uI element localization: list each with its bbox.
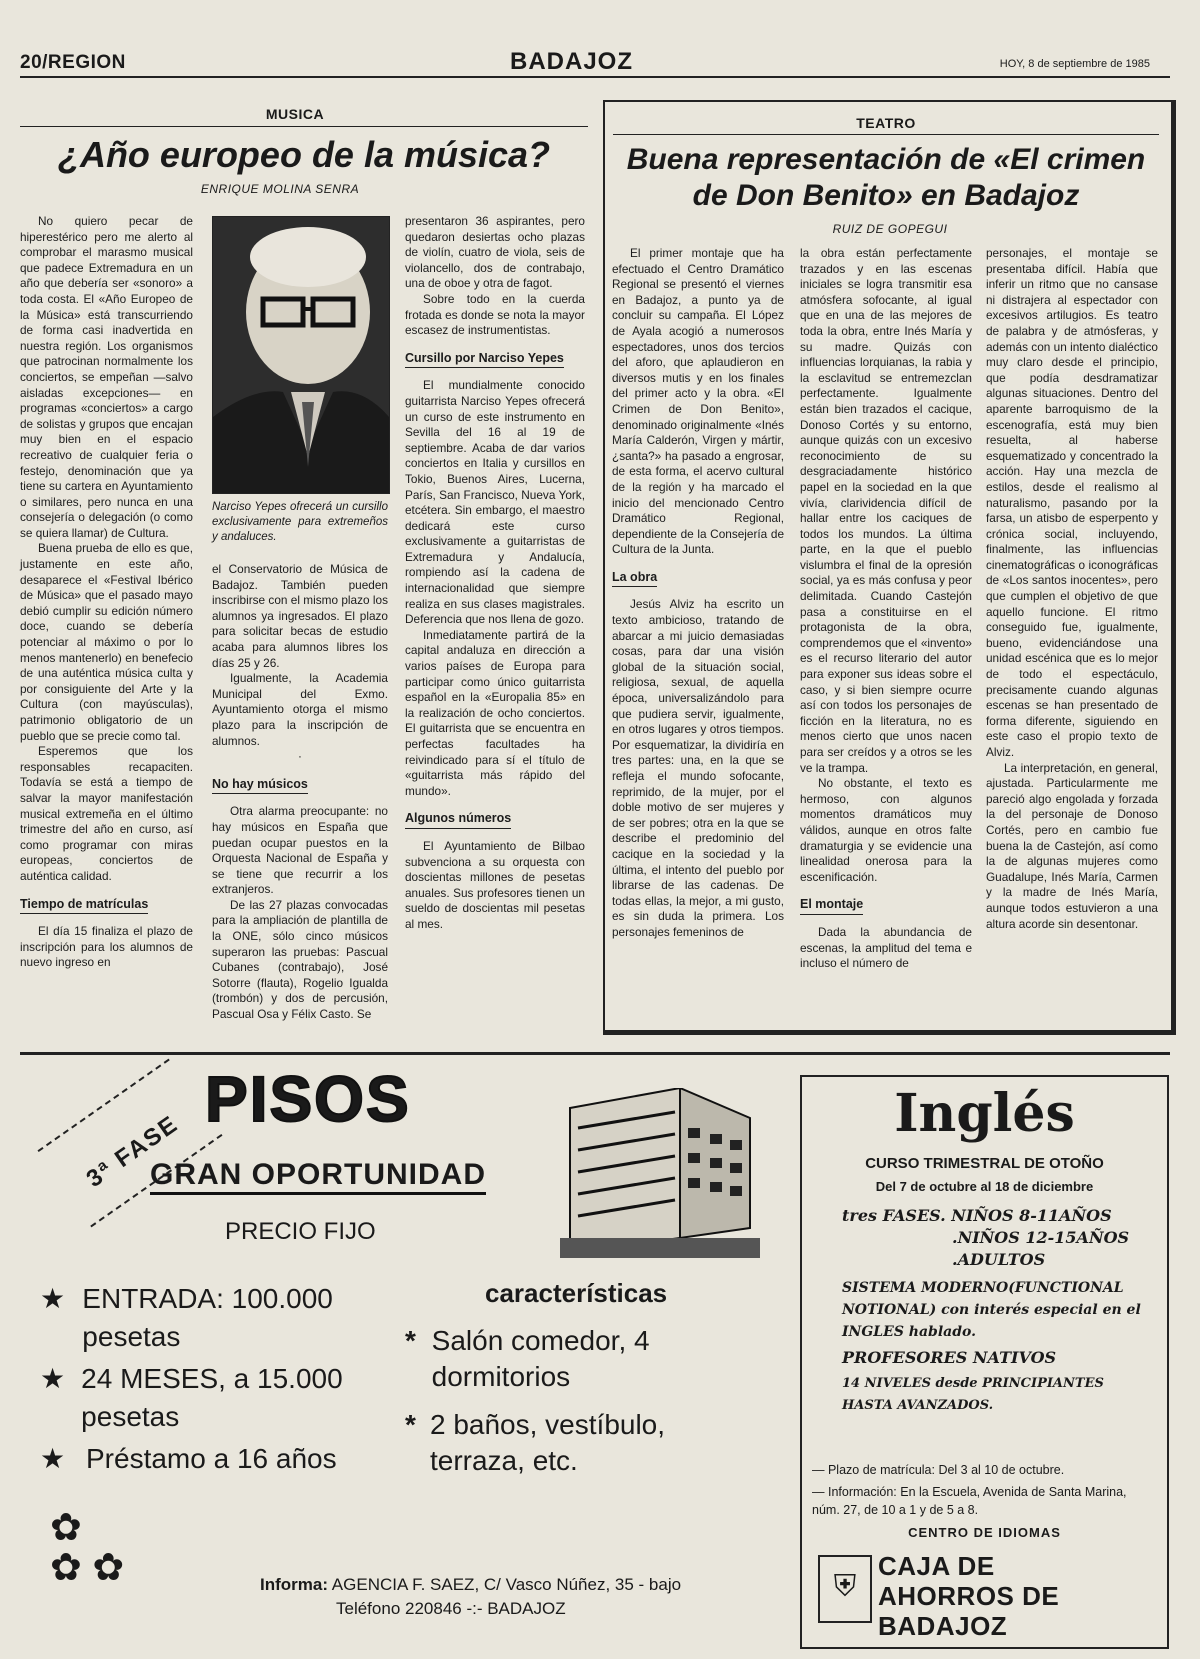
point-text: 24 MESES, a 15.000 pesetas bbox=[81, 1363, 343, 1432]
hand-line: SISTEMA MODERNO(FUNCTIONAL NOTIONAL) con interés especial en el INGLES hablado. bbox=[842, 1280, 1141, 1340]
paragraph: Dada la abundancia de escenas, la amplitud del tema e incluso el número de bbox=[800, 924, 972, 971]
centro-label: CENTRO DE IDIOMAS bbox=[908, 1525, 1061, 1540]
page-city: BADAJOZ bbox=[510, 48, 634, 75]
paragraph: el Conservatorio de Música de Badajoz. También pueden inscribirse con el mismo plazo los alumnos ya ingresados. El plazo para solicitar becas de estudio acaba para alumnos libres los días 25 y 26. bbox=[212, 562, 388, 670]
info-text: — Información: En la Escuela, Avenida de Santa Marina, núm. 27, de 10 a 1 y de 5 a 8. bbox=[812, 1485, 1127, 1517]
subhead-montaje: El montaje bbox=[800, 897, 863, 915]
paragraph: presentaron 36 aspirantes, pero quedaron desiertas ocho plazas de violín, cuatro de viola, seis de violancello, dos de contrabajo, una de oboe y otra de fagot. bbox=[405, 214, 585, 291]
music-col2 bbox=[212, 562, 388, 1023]
paragraph: De las 27 plazas convocadas para la ampliación de plantilla de la ONE, sólo cinco músicos superaron las pruebas: Pascual Cubanes (contrabajo), José Sotorre (flauta), Rogelio Igualda (trombón) y dos de percusión, Pascual Osa y Félix Casto. Se bbox=[212, 897, 388, 1022]
asterisk-icon: * bbox=[405, 1325, 416, 1356]
paragraph: La interpretación, en general, ajustada. Particularmente me pareció algo engolada y forzada la del personaje de Donoso Cortés, pero en cambio fue buena la de Castejón, así como la de algunas mujeres como Guadalupe, Inés María, Carmen y la madre de Inés María, aunque todos estuvieron a una altura acorde sin desentonar. bbox=[986, 760, 1158, 931]
music-section-label: MUSICA bbox=[265, 106, 325, 122]
feature-text: Salón comedor, 4 dormitorios bbox=[431, 1325, 650, 1392]
ad-pisos bbox=[20, 1063, 785, 1648]
asterisk-icon: * bbox=[405, 1409, 416, 1440]
point-2 bbox=[40, 1360, 410, 1436]
building-icon bbox=[560, 1088, 760, 1258]
pisos-points bbox=[40, 1280, 410, 1478]
hand-line: .NIÑOS 12-15AÑOS bbox=[952, 1228, 1130, 1247]
hand-line: tres FASES. NIÑOS 8-11AÑOS bbox=[842, 1206, 1112, 1225]
paragraph: la obra están perfectamente trazados y en las escenas iniciales se logra transmitir esa atmósfera sofocante, al igual que en una de las mejores de toda la obra, entre Inés María y su madre. Quizás con influencias lorquianas, la rabia y la esclavitud se entremezclan perfectamente. Igualmente están bien trazados el cacique, Donoso Cortés y su entorno, aunque quizás con un excesivo reconocimiento de su desgraciadamente histórico papel en la sociedad en la que vivía, clarividencia difícil de hallar entre los caciques de todos los mundos. La última parte, en la que el pueblo vislumbra el final de la opresión social, ya es más confusa y peor delimitada. Cuando Castejón pasa a constituirse en el protagonista de la obra, comprendemos que el «invento» es el recurso literario del autor para exponer sus ideas sobre el caso, y si bien siempre ocurre así con todos los personajes de ficción en la literatura, no es menos cierto que unos nacen para ser creídos y a otros se les ve la trampa. bbox=[800, 246, 972, 775]
pisos-title: PISOS bbox=[205, 1063, 411, 1135]
plazo-text: — Plazo de matrícula: Del 3 al 10 de octubre. bbox=[812, 1463, 1065, 1477]
feature-1 bbox=[405, 1323, 735, 1395]
pisos-subtitle: GRAN OPORTUNIDAD bbox=[150, 1158, 486, 1195]
features-title: características bbox=[485, 1278, 668, 1308]
paragraph: El día 15 finaliza el plazo de inscripción para los alumnos de nuevo ingreso en bbox=[20, 924, 193, 970]
portrait-photo bbox=[212, 216, 390, 494]
theatre-col3 bbox=[986, 246, 1158, 932]
subhead-musicos: No hay músicos bbox=[212, 777, 308, 795]
stamp-fase: 3ª FASE bbox=[81, 1110, 184, 1193]
paragraph: No obstante, el texto es hermoso, con algunos momentos dramáticos muy válidos, aunque en otros falte dramaturgia y se evidencie una linealidad onerosa para la escenificación. bbox=[800, 776, 972, 884]
building-illustration bbox=[560, 1088, 760, 1258]
star-icon: ★ bbox=[40, 1443, 66, 1474]
ingles-dates: Del 7 de octubre al 18 de diciembre bbox=[875, 1179, 1094, 1194]
subhead-numeros: Algunos números bbox=[405, 811, 511, 829]
page-date: HOY, 8 de septiembre de 1985 bbox=[999, 58, 1150, 70]
music-rule bbox=[20, 126, 588, 127]
feature-text: 2 baños, vestíbulo, terraza, etc. bbox=[429, 1409, 666, 1476]
features-list bbox=[405, 1323, 735, 1479]
star-icon: ★ bbox=[40, 1363, 66, 1394]
theatre-col2 bbox=[800, 246, 972, 972]
music-headline: ¿Año europeo de la música? bbox=[57, 134, 551, 175]
point-text: Préstamo a 16 años bbox=[86, 1443, 337, 1474]
paragraph: Otra alarma preocupante: no hay músicos en España que puedan ocupar puestos en la Orquesta Nacional de España y se tiene que recurrir a los extranjeros. bbox=[212, 804, 388, 897]
paragraph: No quiero pecar de hiperestérico pero me alerto al comprobar el marasmo musical que padece Extremadura en un año que debería ser «sonoro» a toda costa. El «Año Europeo de la Música» está transcurriendo de forma casi inadvertida en nuestra región. Los organismos que patrocinan normalmente los conciertos, se empeñan —salvo aisladas excepciones— en programas «conciertos» a cargo de solistas y grupos que encajan muy bien en el espacio recreativo de cualquier feria o festejo, denominación que ya tiene su cartera en Ayuntamiento o similares, pero nunca en una consejería o delegación (o como se quiera llamar) de Cultura. bbox=[20, 214, 193, 540]
paragraph: Buena prueba de ello es que, justamente en este año, desaparece el «Festival Ibérico de Música» que el pasado mayo debió cumplir su edición número doce, cuando se debería potenciar al máximo o por lo menos mantenerlo) en benefecio de una auténtica música culta y por consiguiente del Arte y la Cultura (con mayúsculas), patrimonio obligatorio de un pueblo que se precie como tal. bbox=[20, 541, 193, 743]
photo-caption: Narciso Yepes ofrecerá un cursillo exclusivamente para extremeños y andaluces. bbox=[212, 501, 388, 543]
paragraph: Esperemos que los responsables recapaciten. Todavía se está a tiempo de salvar la mayor manifestación musical extremeña en el último trimestre del año en curso, así como programar con miras europeas, conciertos de auténtica calidad. bbox=[20, 744, 193, 883]
ingles-handwritten bbox=[842, 1205, 1142, 1417]
theatre-headline: Buena representación de «El crimen de Don Benito» en Badajoz bbox=[626, 143, 1146, 212]
page-number: 20 bbox=[20, 52, 43, 73]
pisos-price: PRECIO FIJO bbox=[225, 1218, 376, 1245]
flower-icon: ✿ ✿ ✿ bbox=[50, 1507, 125, 1589]
crest-icon: ⛨ bbox=[818, 1555, 872, 1623]
star-icon: ★ bbox=[40, 1283, 66, 1314]
paragraph: Sobre todo en la cuerda frotada es donde se nota la mayor escasez de instrumentistas. bbox=[405, 291, 585, 338]
hand-line: PROFESORES NATIVOS bbox=[842, 1348, 1057, 1367]
theatre-byline: RUIZ DE GOPEGUI bbox=[832, 222, 948, 236]
paragraph: El Ayuntamiento de Bilbao subvenciona a su orquesta con doscientas millones de pesetas anuales. Sus profesores tienen un sueldo de doscientas mil pesetas al mes. bbox=[405, 838, 585, 931]
point-text: ENTRADA: 100.000 pesetas bbox=[82, 1283, 333, 1352]
paragraph: El mundialmente conocido guitarrista Narciso Yepes ofrecerá un curso de este instrumento en Sevilla del 16 al 19 de septiembre. Acaba de dar varios conciertos en Italia y cursillos en Tokio, Buenos Aires, Lucerna, París, San Francisco, Nueva York, etcétera. Sin embargo, el maestro dedicará este curso exclusivamente a guitarristas de Extremadura y Andalucía, rompiendo así la cadena de internacionalidad que siempre realiza en sus clases magistrales. Deferencia que nos llena de gozo. bbox=[405, 378, 585, 627]
subhead-matriculas: Tiempo de matrículas bbox=[20, 897, 148, 915]
subhead-yepes: Cursillo por Narciso Yepes bbox=[405, 351, 564, 369]
paragraph: Inmediatamente partirá de la capital andaluza en dirección a varios países de Europa para participar como único guitarrista español en la «Europalia 85» en la realización de ocho conciertos. El guitarrista que se encuentra en perfectas facultades ha reivindicado para sí el título de «guitarrista más rápido del mundo». bbox=[405, 627, 585, 798]
music-byline: ENRIQUE MOLINA SENRA bbox=[200, 182, 360, 196]
ads-separator bbox=[20, 1052, 1170, 1055]
feature-2 bbox=[405, 1407, 735, 1479]
ingles-course: CURSO TRIMESTRAL DE OTOÑO bbox=[865, 1155, 1104, 1172]
ingles-title: Inglés bbox=[894, 1083, 1075, 1144]
paragraph: Jesús Alviz ha escrito un texto ambicioso, tratando de abarcar a mi juicio demasiadas cosas, para dar una visión global de la situación social, religiosa, sexual, de aquella época, universalizándolo para que pudiera servir, igualmente, en otros lugares y otros tiempos. Por esquematizar, la dividiría en tres partes: una, en la que se refleja el mundo sofocante, reprimido, de la mujer, por el doble motivo de ser mujeres y de ser pobres; otra en la que se describe el predominio del cacique en la sociedad y la última, el intento del pueblo por librarse de las cadenas. De todas ellas, la mejor, a mi gusto, es sin duda la primera. Los personajes femeninos de bbox=[612, 597, 784, 939]
dot-separator: · bbox=[298, 749, 302, 764]
header-rule bbox=[20, 76, 1170, 78]
page-section: /REGION bbox=[42, 52, 126, 73]
hand-line: 14 NIVELES desde PRINCIPIANTES HASTA AVANZADOS. bbox=[842, 1376, 1104, 1413]
pisos-contact bbox=[260, 1573, 681, 1621]
subhead-obra: La obra bbox=[612, 570, 657, 588]
phone-text: Teléfono 220846 -:- BADAJOZ bbox=[336, 1599, 566, 1618]
ingles-info bbox=[812, 1461, 1152, 1519]
informa-text: AGENCIA F. SAEZ, C/ Vasco Núñez, 35 - bajo bbox=[331, 1575, 682, 1594]
informa-label: Informa: bbox=[260, 1575, 328, 1594]
music-col3 bbox=[405, 214, 585, 933]
music-col1 bbox=[20, 214, 193, 971]
theatre-section-label: TEATRO bbox=[856, 115, 916, 131]
point-3 bbox=[40, 1440, 410, 1478]
paragraph: El primer montaje que ha efectuado el Centro Dramático Regional se presentó el viernes en Badajoz, a punto ya de concluir su campaña. El López de Ayala acogió a numerosos espectadores, unos dos tercios del aforo, que aplaudieron en diversos mutis y en los finales del primer acto y la obra. «El Crimen de Don Benito», denominado originalmente «Inés María Calderón, Virgen y mártir, ¿santa?» ha pasado a engrosar, de esta forma, el acervo cultural de la región y ha marcado el inicio del mencionado Centro Dramático Regional, dependiente de la Consejería de Cultura de la Junta. bbox=[612, 246, 784, 557]
caja-label: CAJA DE AHORROS DE BADAJOZ bbox=[878, 1551, 1060, 1641]
paragraph: personajes, el montaje se presentaba difícil. Había que inferir un ritmo que no cansase ni distrajera al espectador con excesivos artilugios. Es teatro de palabra y de atmósferas, y además con un intento dialéctico muy claro desde el principio, que podía desdramatizar algunas situaciones. Dentro del aparente barroquismo de la escenografía, está muy bien resuelta, al haberse esquematizado y concentrado la acción. Hay una mezcla de estilos, desde el realismo al naturalismo, pasando por la farsa, un atisbo de esperpento y crónica social, incluyendo, finalmente, las influencias cinematográficas o iconográficas de «Los santos inocentes», pero que cumplen el objetivo de que aquello funcione. El ritmo conseguido fue, igualmente, bueno, evidenciándose una unidad escénica que es lo mejor de todo el espectáculo, precisamente cuando algunas escenas se han presentado de forma diferente, siguiendo en este caso el propio texto de Alviz. bbox=[986, 246, 1158, 759]
point-1 bbox=[40, 1280, 410, 1356]
hand-line: .ADULTOS bbox=[952, 1250, 1046, 1269]
portrait-illustration bbox=[213, 217, 389, 493]
page-number-section bbox=[20, 52, 126, 74]
ad-ingles bbox=[800, 1075, 1169, 1649]
theatre-rule bbox=[613, 134, 1159, 135]
theatre-col1 bbox=[612, 246, 784, 941]
paragraph: Igualmente, la Academia Municipal del Exmo. Ayuntamiento otorga el mismo plazo para la inscripción de alumnos. bbox=[212, 671, 388, 748]
